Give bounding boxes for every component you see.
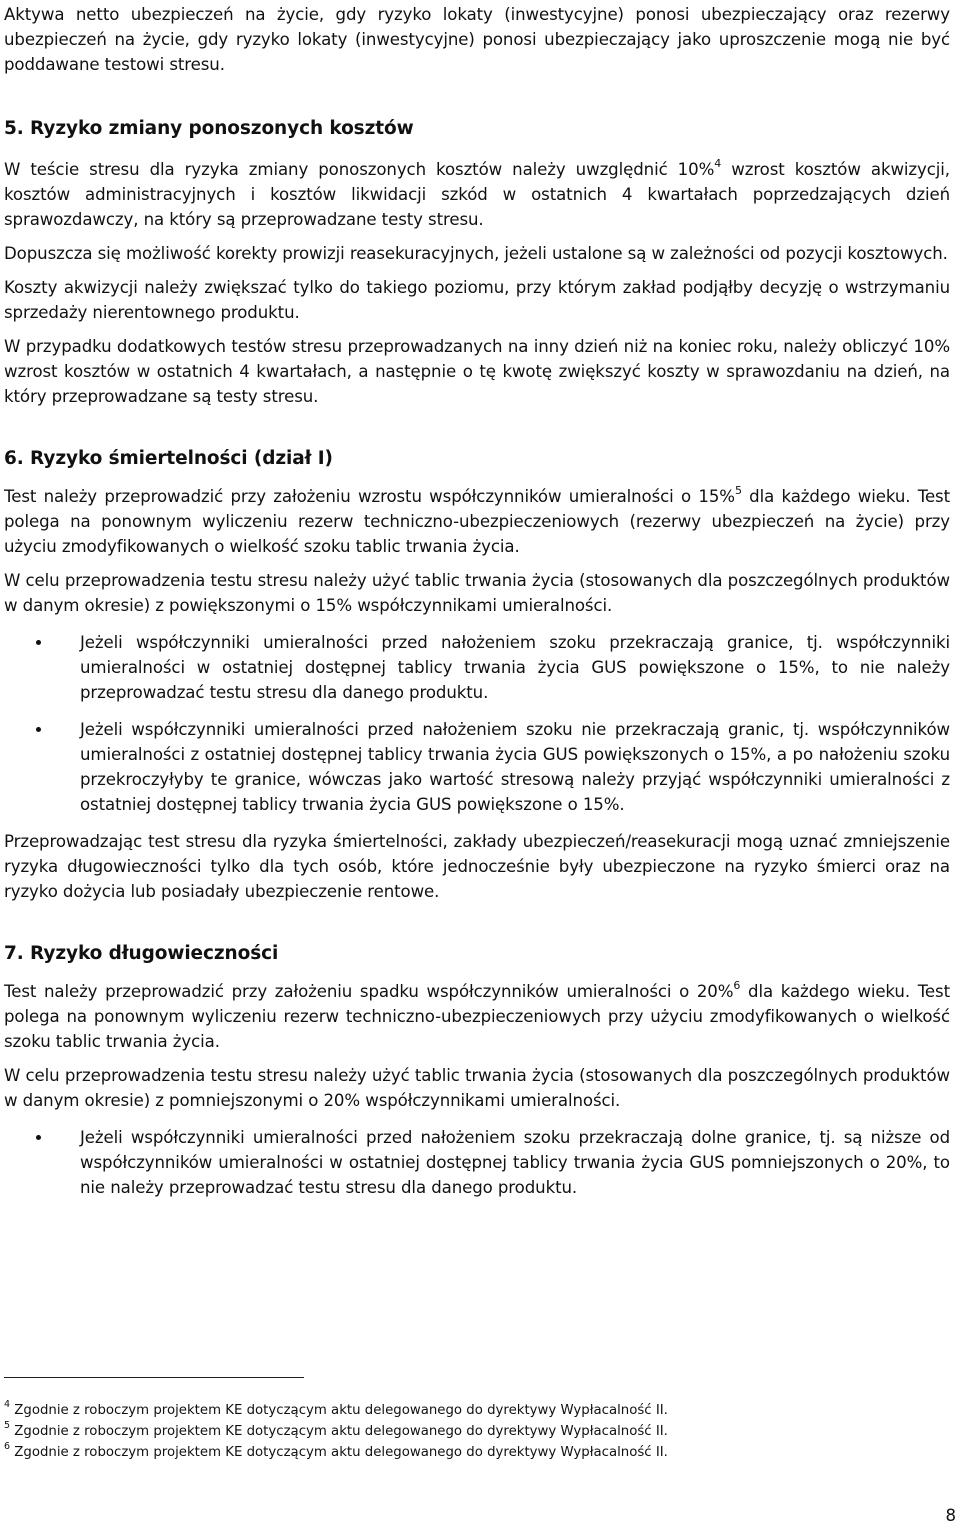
footnote-separator: [4, 1377, 304, 1378]
footnote-number: 5: [4, 1419, 11, 1431]
footnote-ref-6: 6: [733, 979, 741, 993]
intro-paragraph: Aktywa netto ubezpieczeń na życie, gdy ryzyko lokaty (inwestycyjne) ponosi ubezpieczający oraz rezerwy ubezpieczeń na życie, gdy ryzyko lokaty (inwestycyjne) ponosi ubezpieczający jako uproszczenie mogą nie być poddawane testowi stresu.: [4, 5, 950, 74]
footnote-text: Zgodnie z roboczym projektem KE dotyczącym aktu delegowanego do dyrektywy Wypłacalność II.: [10, 1403, 668, 1418]
section-7-paragraph-1: [4, 979, 950, 1054]
bullet-text: Jeżeli współczynniki umieralności przed nałożeniem szoku nie przekraczają granic, tj. współczynników umieralności z ostatniej dostępnej tablicy trwania życia GUS powiększonych o 15%, a po nałożeniu szoku przekroczyłyby te granice, wówczas jako wartość stresową należy przyjąć współczynniki umieralności z ostatniej dostępnej tablicy trwania życia GUS powiększone o 15%.: [80, 720, 950, 814]
footnote-ref-5: 5: [734, 484, 742, 498]
footnotes: [4, 1400, 904, 1463]
bullet-text: Jeżeli współczynniki umieralności przed nałożeniem szoku przekraczają granice, tj. współczynniki umieralności w ostatniej dostępnej tablicy trwania życia GUS powiększone o 15%, to nie należy przeprowadzać testu stresu dla danego produktu.: [80, 633, 950, 702]
section-5-paragraph-3: Koszty akwizycji należy zwiększać tylko do takiego poziomu, przy którym zakład podjąłby decyzję o wstrzymaniu sprzedaży nierentownego produktu.: [4, 278, 950, 322]
section-5-paragraph-2: Dopuszcza się możliwość korekty prowizji reasekuracyjnych, jeżeli ustalone są w zależności od pozycji kosztowych.: [4, 244, 948, 263]
footnote-ref-4: 4: [714, 157, 722, 171]
section-5-heading: 5. Ryzyko zmiany ponoszonych kosztów: [4, 118, 414, 139]
bullet-icon: [36, 727, 41, 732]
section-7-paragraph-2: W celu przeprowadzenia testu stresu należy użyć tablic trwania życia (stosowanych dla poszczególnych produktów w danym okresie) z pomniejszonymi o 20% współczynnikami umieralności.: [4, 1066, 950, 1110]
footnote-5: [4, 1421, 904, 1442]
section-7-heading: 7. Ryzyko długowieczności: [4, 943, 279, 964]
section-7-bullet-list: [4, 1125, 950, 1200]
page-content: [4, 0, 950, 1200]
bullet-icon: [36, 1135, 41, 1140]
section-5-paragraph-1: [4, 157, 950, 232]
footnote-number: 4: [4, 1398, 11, 1410]
list-item: [4, 1125, 950, 1200]
section-7-p1-text-b: dla każdego wieku. Test polega na ponownym wyliczeniu rezerw techniczno-ubezpieczeniowych przy użyciu zmodyfikowanych o wielkość szoku tablic trwania życia.: [4, 982, 950, 1051]
list-item: [4, 630, 950, 705]
section-6-paragraph-1: [4, 484, 950, 559]
bullet-text: Jeżeli współczynniki umieralności przed nałożeniem szoku przekraczają dolne granice, tj. są niższe od współczynników umieralności w ostatniej dostępnej tablicy trwania życia GUS pomniejszonych o 20%, to nie należy przeprowadzać testu stresu dla danego produktu.: [80, 1128, 950, 1197]
section-5-p1-text-b: wzrost kosztów akwizycji, kosztów administracyjnych i kosztów likwidacji szkód w ostatnich 4 kwartałach poprzedzających dzień sprawozdawczy, na który są przeprowadzane testy stresu.: [4, 160, 950, 229]
section-5-paragraph-4: W przypadku dodatkowych testów stresu przeprowadzanych na inny dzień niż na koniec roku, należy obliczyć 10% wzrost kosztów w ostatnich 4 kwartałach, a następnie o tę kwotę zwiększyć koszty w sprawozdaniu na dzień, na który przeprowadzane są testy stresu.: [4, 337, 950, 406]
section-7-p1-text-a: Test należy przeprowadzić przy założeniu spadku współczynników umieralności o 20%: [4, 982, 734, 1001]
section-6-p1-text-b: dla każdego wieku. Test polega na ponownym wyliczeniu rezerw techniczno-ubezpieczeniowych (rezerwy ubezpieczeń na życie) przy użyciu zmodyfikowanych o wielkość szoku tablic trwania życia.: [4, 487, 950, 556]
bullet-icon: [36, 640, 41, 645]
footnote-text: Zgodnie z roboczym projektem KE dotyczącym aktu delegowanego do dyrektywy Wypłacalność II.: [10, 1445, 668, 1460]
section-6-paragraph-3: Przeprowadzając test stresu dla ryzyka śmiertelności, zakłady ubezpieczeń/reasekuracji mogą uznać zmniejszenie ryzyka długowieczności tylko dla tych osób, które jednocześnie były ubezpieczone na ryzyko śmierci oraz na ryzyko dożycia lub posiadały ubezpieczenie rentowe.: [4, 832, 950, 901]
footnote-number: 6: [4, 1440, 11, 1452]
section-6-paragraph-2: W celu przeprowadzenia testu stresu należy użyć tablic trwania życia (stosowanych dla poszczególnych produktów w danym okresie) z powiększonymi o 15% współczynnikami umieralności.: [4, 571, 950, 615]
footnote-text: Zgodnie z roboczym projektem KE dotyczącym aktu delegowanego do dyrektywy Wypłacalność II.: [10, 1424, 668, 1439]
footnote-4: [4, 1400, 904, 1421]
section-6-heading: 6. Ryzyko śmiertelności (dział I): [4, 448, 333, 469]
page-number: 8: [945, 1506, 956, 1525]
section-5-p1-text-a: W teście stresu dla ryzyka zmiany ponoszonych kosztów należy uwzględnić 10%: [4, 160, 715, 179]
section-6-bullet-list: [4, 630, 950, 817]
footnote-6: [4, 1442, 904, 1463]
section-6-p1-text-a: Test należy przeprowadzić przy założeniu wzrostu współczynników umieralności o 15%: [4, 487, 735, 506]
list-item: [4, 717, 950, 817]
